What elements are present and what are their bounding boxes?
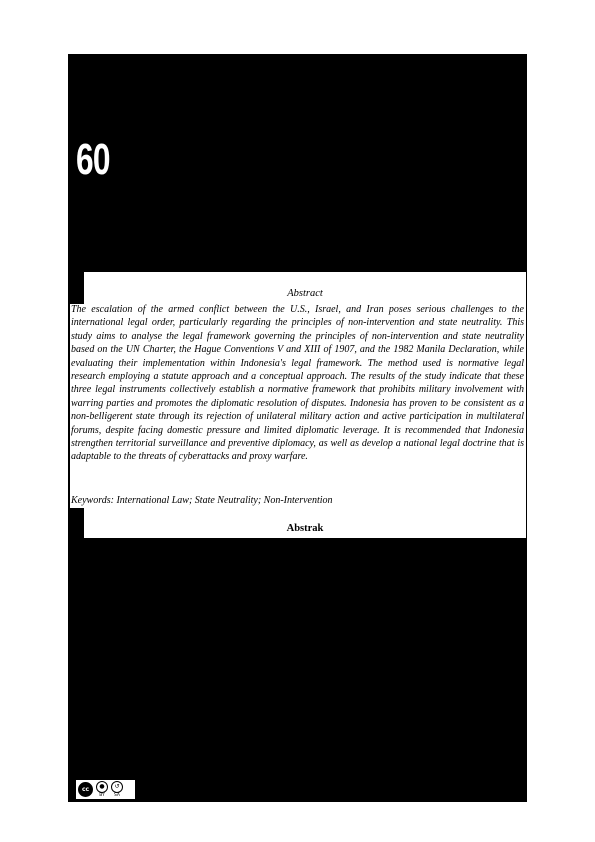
sa-part <box>111 781 123 798</box>
sa-label: SA <box>113 793 121 798</box>
abstract-heading: Abstract <box>287 288 323 299</box>
abstract-body: The escalation of the armed conflict between the U.S., Israel, and Iran poses serious challenges to the international legal order, particularly regarding the principles of non-intervention and state neutrality. This study aims to analyse the legal framework governing the principles of non-intervention and state neutrality based on the UN Charter, the Hague Conventions V and XIII of 1907, and the 1982 Manila Declaration, while evaluating their implementation within Indonesia's legal framework. The method used is normative legal research employing a statute approach and a conceptual approach. The results of the study indicate that these three legal instruments collectively establish a normative framework that prohibits military involvement with warring parties and promotes the diplomatic resolution of disputes. Indonesia has proven to be consistent as a non-belligerent state through its rejection of unilateral military action and active participation in multilateral forums, despite facing domestic pressure and limited diplomatic leverage. It is recommended that Indonesia strengthen territorial surveillance and preventive diplomacy, as well as develop a national legal doctrine that is adaptable to the threats of cyberattacks and proxy warfare. <box>71 304 524 463</box>
page-number: 60 <box>76 135 110 184</box>
share-alike-icon: ↺ <box>111 781 123 793</box>
keywords: Keywords: International Law; State Neutrality; Non-Intervention <box>71 495 333 506</box>
abstrak-heading: Abstrak <box>286 523 324 534</box>
person-icon: ● <box>96 781 108 793</box>
cc-icon: cc <box>78 782 93 797</box>
cc-license-badge[interactable] <box>75 779 136 800</box>
by-label: BY <box>99 793 105 798</box>
by-part <box>96 781 108 798</box>
